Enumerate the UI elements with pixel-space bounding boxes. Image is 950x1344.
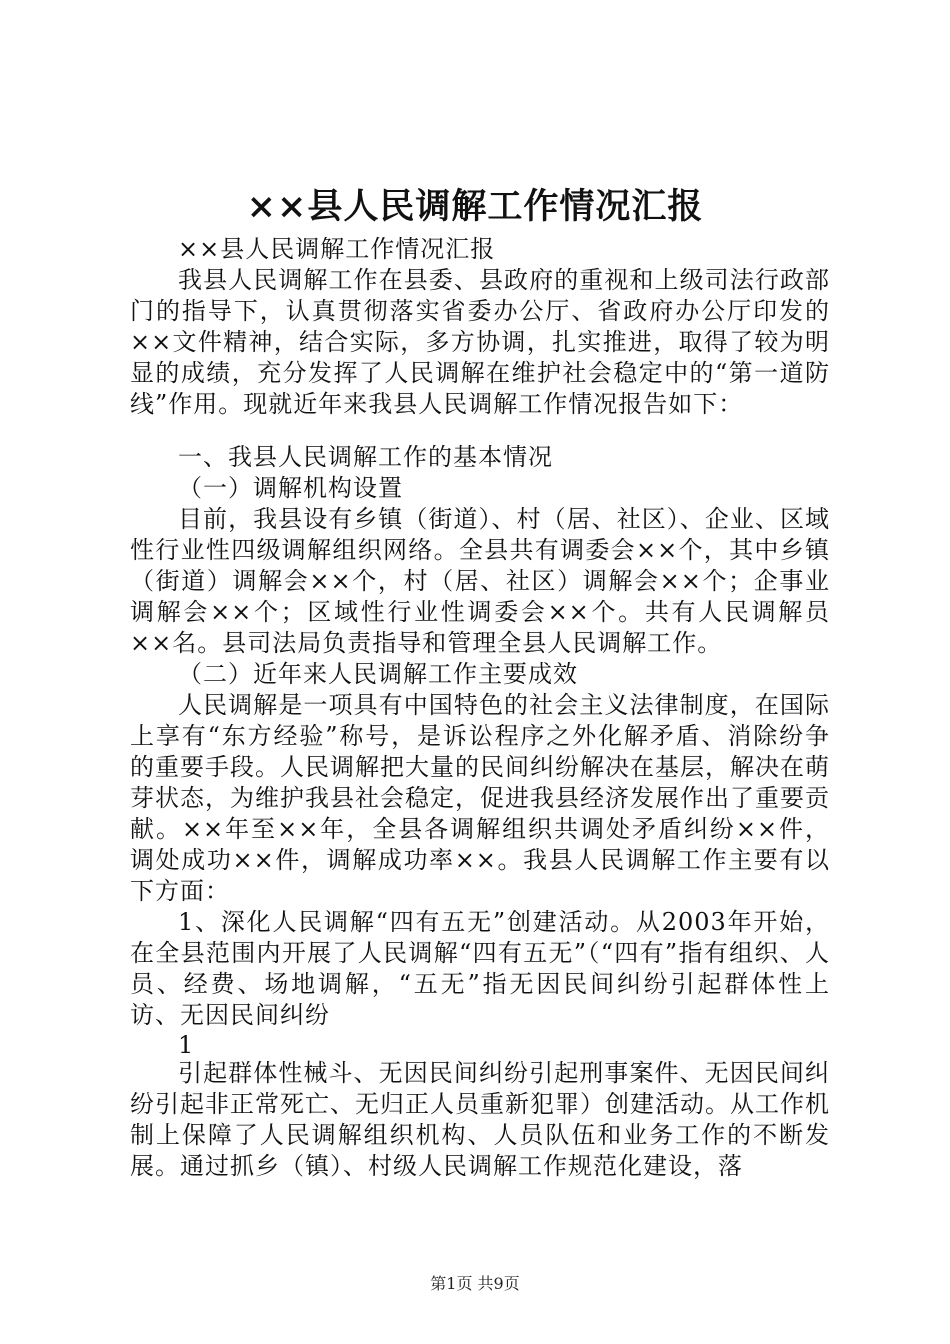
subsection-heading-1: （一）调解机构设置 — [178, 474, 403, 502]
subtitle-paragraph: ××县人民调解工作情况汇报 — [178, 235, 496, 263]
document-body-continued — [130, 1058, 830, 1182]
body-paragraph-organization: 目前，我县设有乡镇（街道）、村（居、社区）、企业、区域性行业性四级调解组织网络。全县共有调委会××个，其中乡镇（街道）调解会××个，村（居、社区）调解会××个；企事业调解会××个；区域性行业性调委会××个。共有人民调解员××名。县司法局负责指导和管理全县人民调解工作。 — [130, 505, 830, 657]
document-title: ××县人民调解工作情况汇报 — [246, 186, 704, 227]
page-footer: 第1页 共9页 — [430, 1274, 520, 1293]
continuation-paragraph: 引起群体性械斗、无因民间纠纷引起刑事案件、无因民间纠纷引起非正常死亡、无归正人员重新犯罪）创建活动。从工作机制上保障了人民调解组织机构、人员队伍和业务工作的不断发展。通过抓乡（镇）、村级人民调解工作规范化建设，落 — [130, 1059, 830, 1180]
intro-paragraph: 我县人民调解工作在县委、县政府的重视和上级司法行政部门的指导下，认真贯彻落实省委办公厅、省政府办公厅印发的××文件精神，结合实际，多方协调，扎实推进，取得了较为明显的成绩，充分发挥了人民调解在维护社会稳定中的“第一道防线”作用。现就近年来我县人民调解工作情况报告如下： — [130, 266, 830, 418]
document-body — [130, 234, 830, 1031]
body-paragraph-item-1: 1、深化人民调解“四有五无”创建活动。从2003年开始，在全县范围内开展了人民调解“四有五无”（“四有”指有组织、人员、经费、场地调解，“五无”指无因民间纠纷引起群体性上访、无因民间纠纷 — [130, 908, 830, 1029]
section-heading-1: 一、我县人民调解工作的基本情况 — [178, 443, 553, 471]
subsection-heading-2: （二）近年来人民调解工作主要成效 — [178, 660, 578, 688]
body-paragraph-achievements: 人民调解是一项具有中国特色的社会主义法律制度，在国际上享有“东方经验”称号，是诉讼程序之外化解矛盾、消除纷争的重要手段。人民调解把大量的民间纠纷解决在基层，解决在萌芽状态，为维护我县社会稳定，促进我县经济发展作出了重要贡献。××年至××年，全县各调解组织共调处矛盾纠纷××件，调处成功××件，调解成功率××。我县人民调解工作主要有以下方面： — [130, 691, 830, 905]
inline-page-number: 1 — [178, 1031, 194, 1059]
